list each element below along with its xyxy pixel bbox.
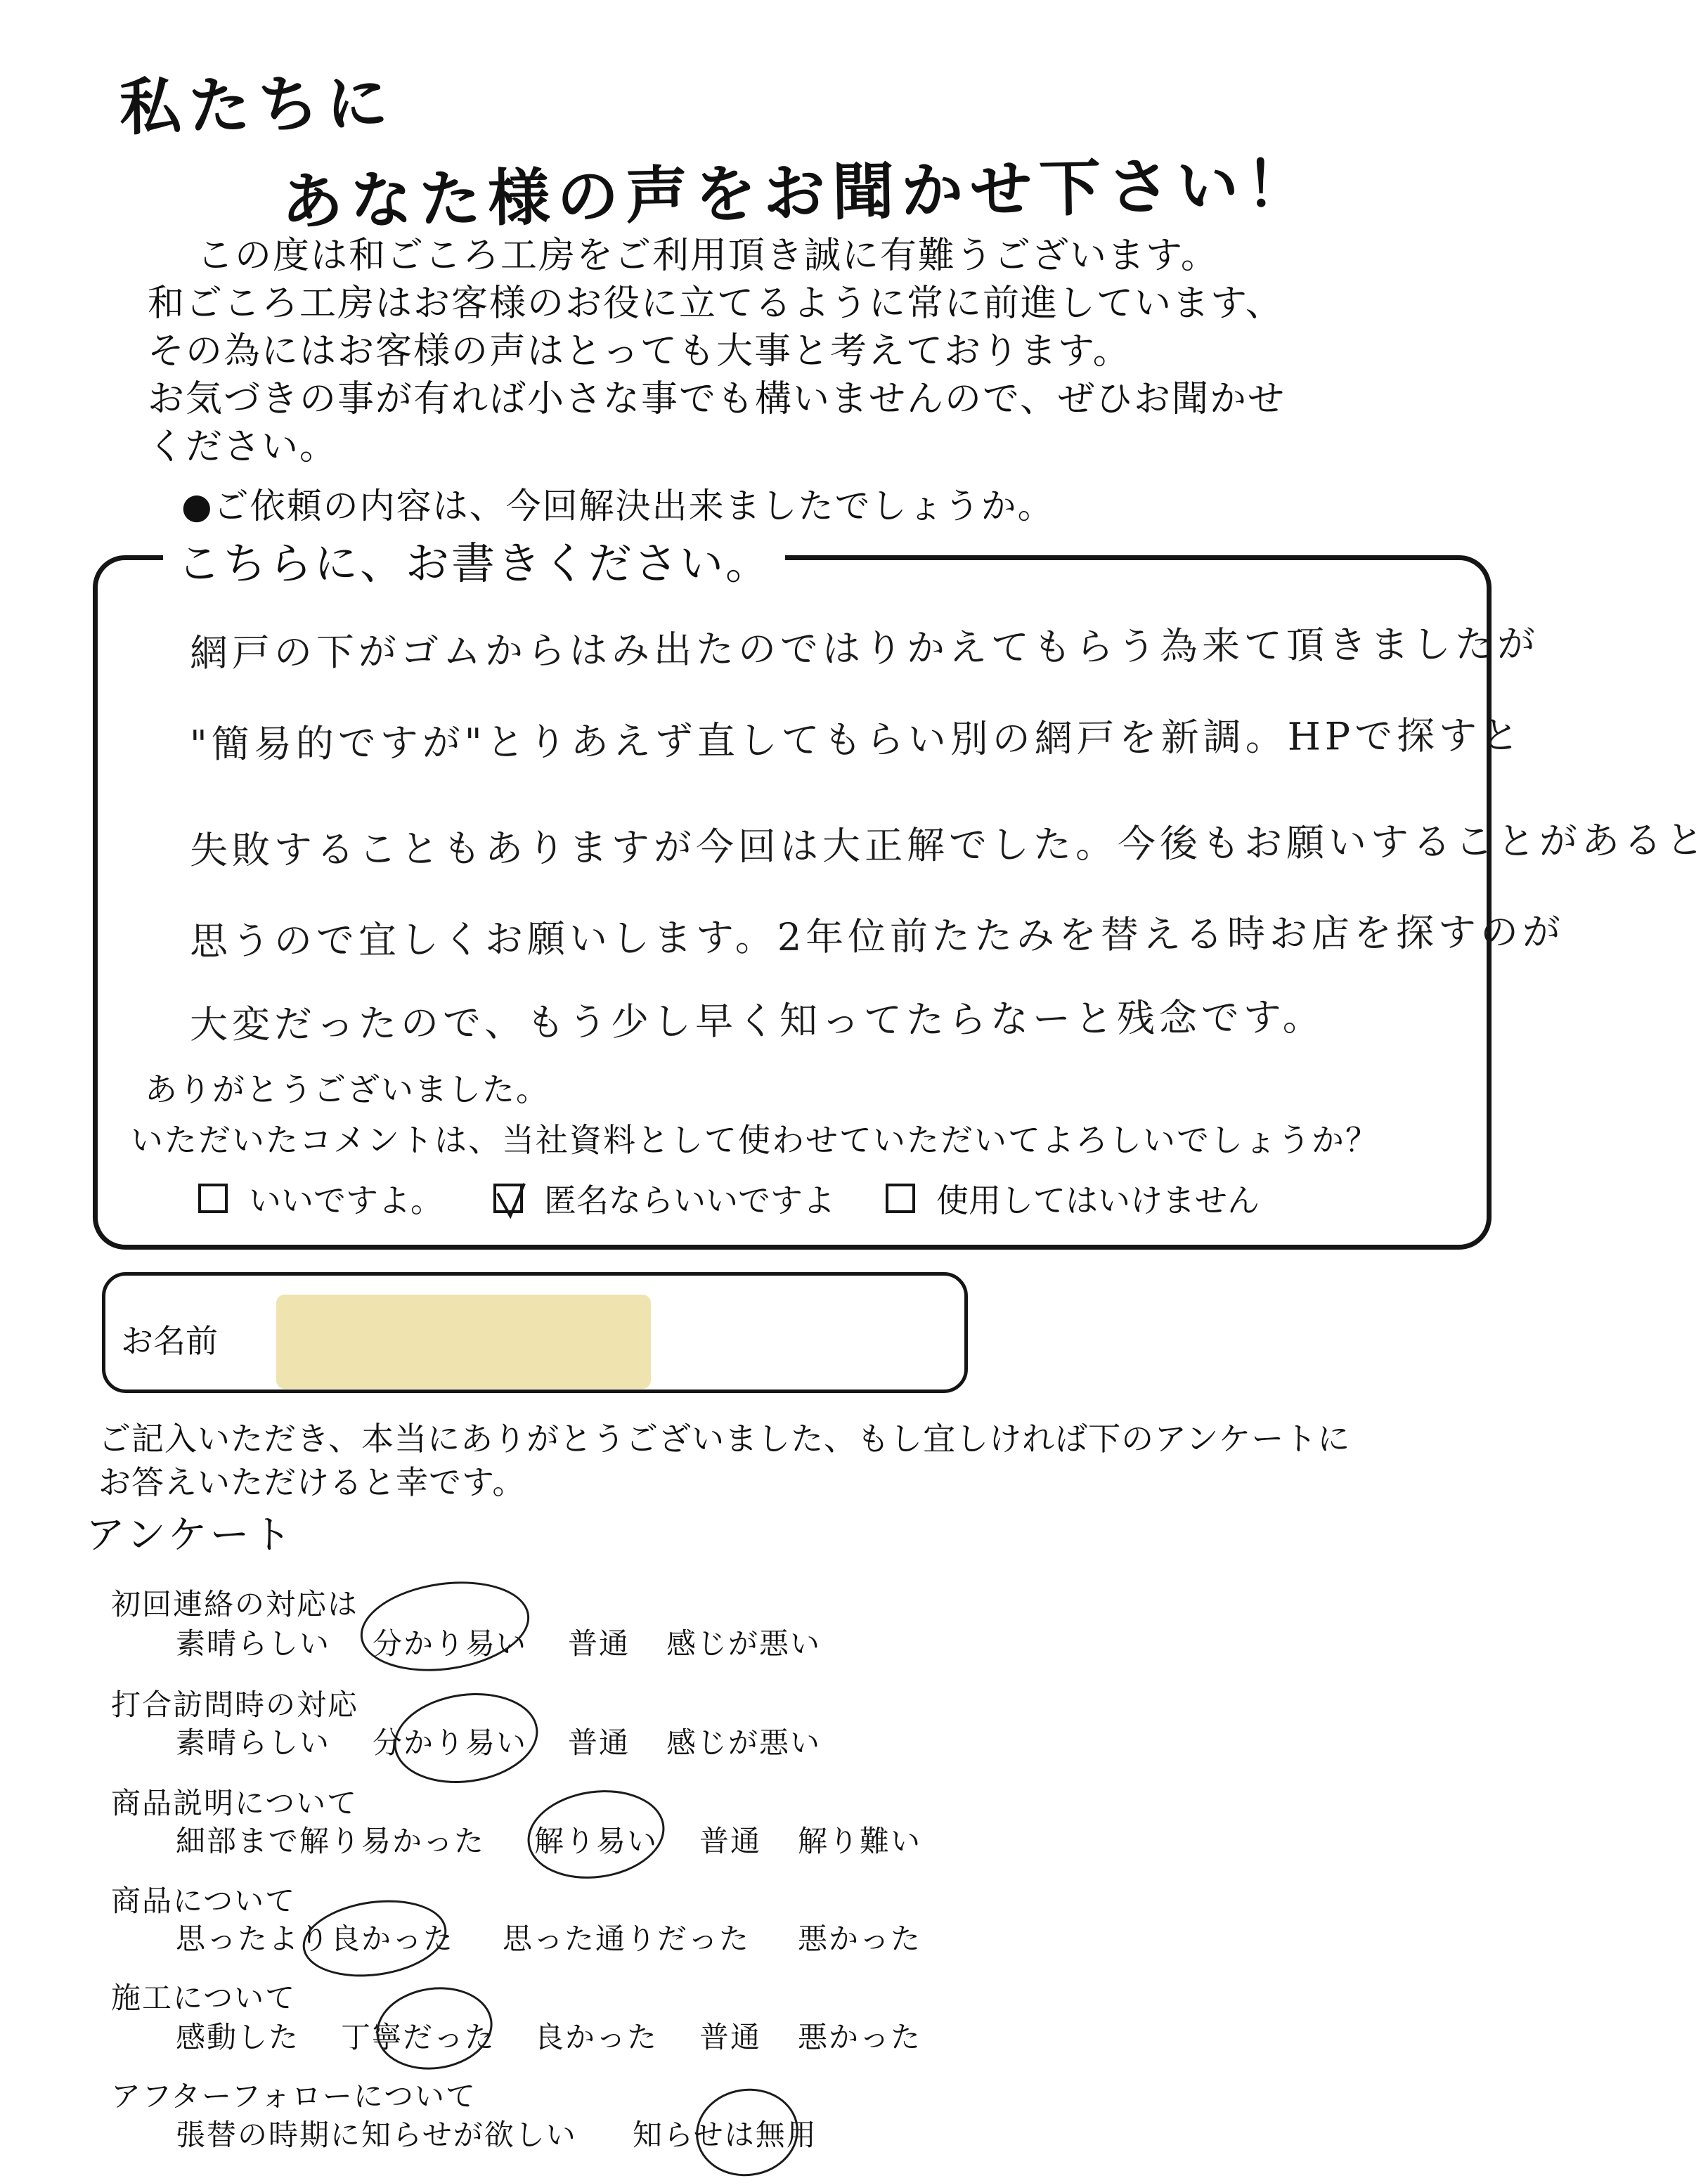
consent-option-ok[interactable] bbox=[198, 1175, 443, 1222]
survey-option[interactable]: 普通 bbox=[568, 1725, 630, 1760]
intro-line: お気づきの事が有れば小さな事でも構いませんので、ぜひお聞かせ bbox=[148, 378, 1286, 420]
survey-option[interactable]: 悪かった bbox=[798, 1922, 922, 1956]
handwritten-line: 網戸の下がゴムからはみ出たのではりかえてもらう為来て頂きましたが bbox=[189, 621, 1540, 675]
intro-line: 和ごころ工房はお客様のお役に立てるように常に前進しています、 bbox=[148, 283, 1283, 325]
survey-option[interactable]: 素晴らしい bbox=[176, 1725, 331, 1760]
survey-option[interactable]: 解り難い bbox=[798, 1824, 922, 1858]
survey-question: アフターフォローについて bbox=[111, 2079, 477, 2113]
handwritten-line: 失敗することもありますが今回は大正解でした。今後もお願いすることがあると bbox=[189, 817, 1708, 873]
survey-question: 施工について bbox=[111, 1981, 297, 2015]
survey-option[interactable]: 感じが悪い bbox=[666, 1725, 822, 1760]
intro-line: ください。 bbox=[148, 426, 338, 468]
checkmark-icon bbox=[493, 1181, 529, 1222]
consent-question: いただいたコメントは、当社資料として使わせていただいてよろしいでしょうか？ bbox=[131, 1121, 1379, 1159]
survey-option[interactable]: 普通 bbox=[699, 2020, 762, 2054]
survey-question: 初回連絡の対応は bbox=[111, 1587, 359, 1621]
survey-option[interactable]: 感動した bbox=[176, 2020, 300, 2054]
consent-option-anonymous[interactable] bbox=[493, 1175, 835, 1222]
survey-title: アンケート bbox=[86, 1512, 295, 1558]
name-redaction bbox=[276, 1295, 651, 1389]
closing-line: ご記入いただき、本当にありがとうございました、もし宜しければ下のアンケートに bbox=[98, 1420, 1351, 1458]
selection-circle bbox=[388, 1684, 544, 1792]
survey-option[interactable]: 張替の時期に知らせが欲しい bbox=[176, 2118, 577, 2152]
survey-question: 商品説明について bbox=[111, 1786, 358, 1820]
survey-option[interactable]: 良かった bbox=[534, 2020, 659, 2054]
survey-question: 商品について bbox=[111, 1884, 297, 1918]
consent-option-label: いいですよ。 bbox=[249, 1181, 443, 1219]
survey-option[interactable]: 思った通りだった bbox=[503, 1922, 751, 1956]
selection-circle bbox=[355, 1572, 536, 1681]
survey-option-selected[interactable]: 思ったより良かった bbox=[176, 1922, 455, 1956]
closing-text bbox=[98, 1417, 1350, 1504]
survey-option[interactable]: 細部まで解り易かった bbox=[176, 1824, 486, 1858]
comment-box-heading: こちらに、お書きください。 bbox=[163, 529, 785, 591]
handwritten-line: 大変だったので、もう少し早く知ってたらなーと残念です。 bbox=[189, 995, 1325, 1047]
survey-option-selected[interactable]: 解り易い bbox=[534, 1824, 659, 1858]
consent-option-label: 使用してはいけません bbox=[936, 1181, 1260, 1219]
checkbox[interactable] bbox=[198, 1184, 228, 1213]
handwritten-line: 思うので宜しくお願いします。2年位前たたみを替える時お店を探すのが bbox=[189, 909, 1565, 964]
consent-options bbox=[198, 1175, 1310, 1222]
intro-line: その為にはお客様の声はとっても大事と考えております。 bbox=[148, 330, 1131, 373]
survey-option-selected[interactable]: 分かり易い bbox=[373, 1626, 528, 1661]
consent-option-label: 匿名ならいいですよ bbox=[544, 1181, 835, 1219]
checkbox[interactable] bbox=[886, 1184, 915, 1213]
handwritten-line: "簡易的ですが"とりあえず直してもらい別の網戸を新調。HPで探すと bbox=[189, 713, 1524, 767]
selection-circle bbox=[298, 1891, 452, 1986]
survey-option[interactable]: 悪かった bbox=[798, 2020, 922, 2054]
intro-text bbox=[148, 232, 1286, 471]
survey-option-selected[interactable]: 知らせは無用 bbox=[633, 2118, 817, 2152]
selection-circle bbox=[522, 1782, 670, 1887]
title-line-2: あなた様の声をお聞かせ下さい！ bbox=[280, 147, 1315, 238]
request-question: ●ご依頼の内容は、今回解決出来ましたでしょうか。 bbox=[181, 486, 1054, 526]
survey-option[interactable]: 素晴らしい bbox=[176, 1626, 331, 1661]
intro-line: この度は和ごころ工房をご利用頂き誠に有難うございます。 bbox=[197, 235, 1219, 277]
checkbox-checked[interactable] bbox=[493, 1184, 523, 1213]
closing-line: お答えいただけると幸です。 bbox=[98, 1463, 526, 1501]
survey-question: 打合訪問時の対応 bbox=[111, 1688, 359, 1722]
survey-option-selected[interactable]: 丁寧だった bbox=[341, 2020, 496, 2054]
title-line-1: 私たちに bbox=[119, 65, 396, 144]
survey-option[interactable]: 普通 bbox=[568, 1626, 630, 1661]
selection-circle bbox=[690, 2082, 804, 2182]
survey-option[interactable]: 普通 bbox=[699, 1824, 762, 1858]
consent-option-refuse[interactable] bbox=[886, 1175, 1260, 1222]
survey-option[interactable]: 感じが悪い bbox=[666, 1626, 822, 1661]
selection-circle bbox=[371, 1980, 498, 2077]
thanks-text: ありがとうございました。 bbox=[145, 1070, 550, 1108]
name-label: お名前 bbox=[121, 1322, 218, 1360]
survey-option-selected[interactable]: 分かり易い bbox=[373, 1725, 528, 1760]
